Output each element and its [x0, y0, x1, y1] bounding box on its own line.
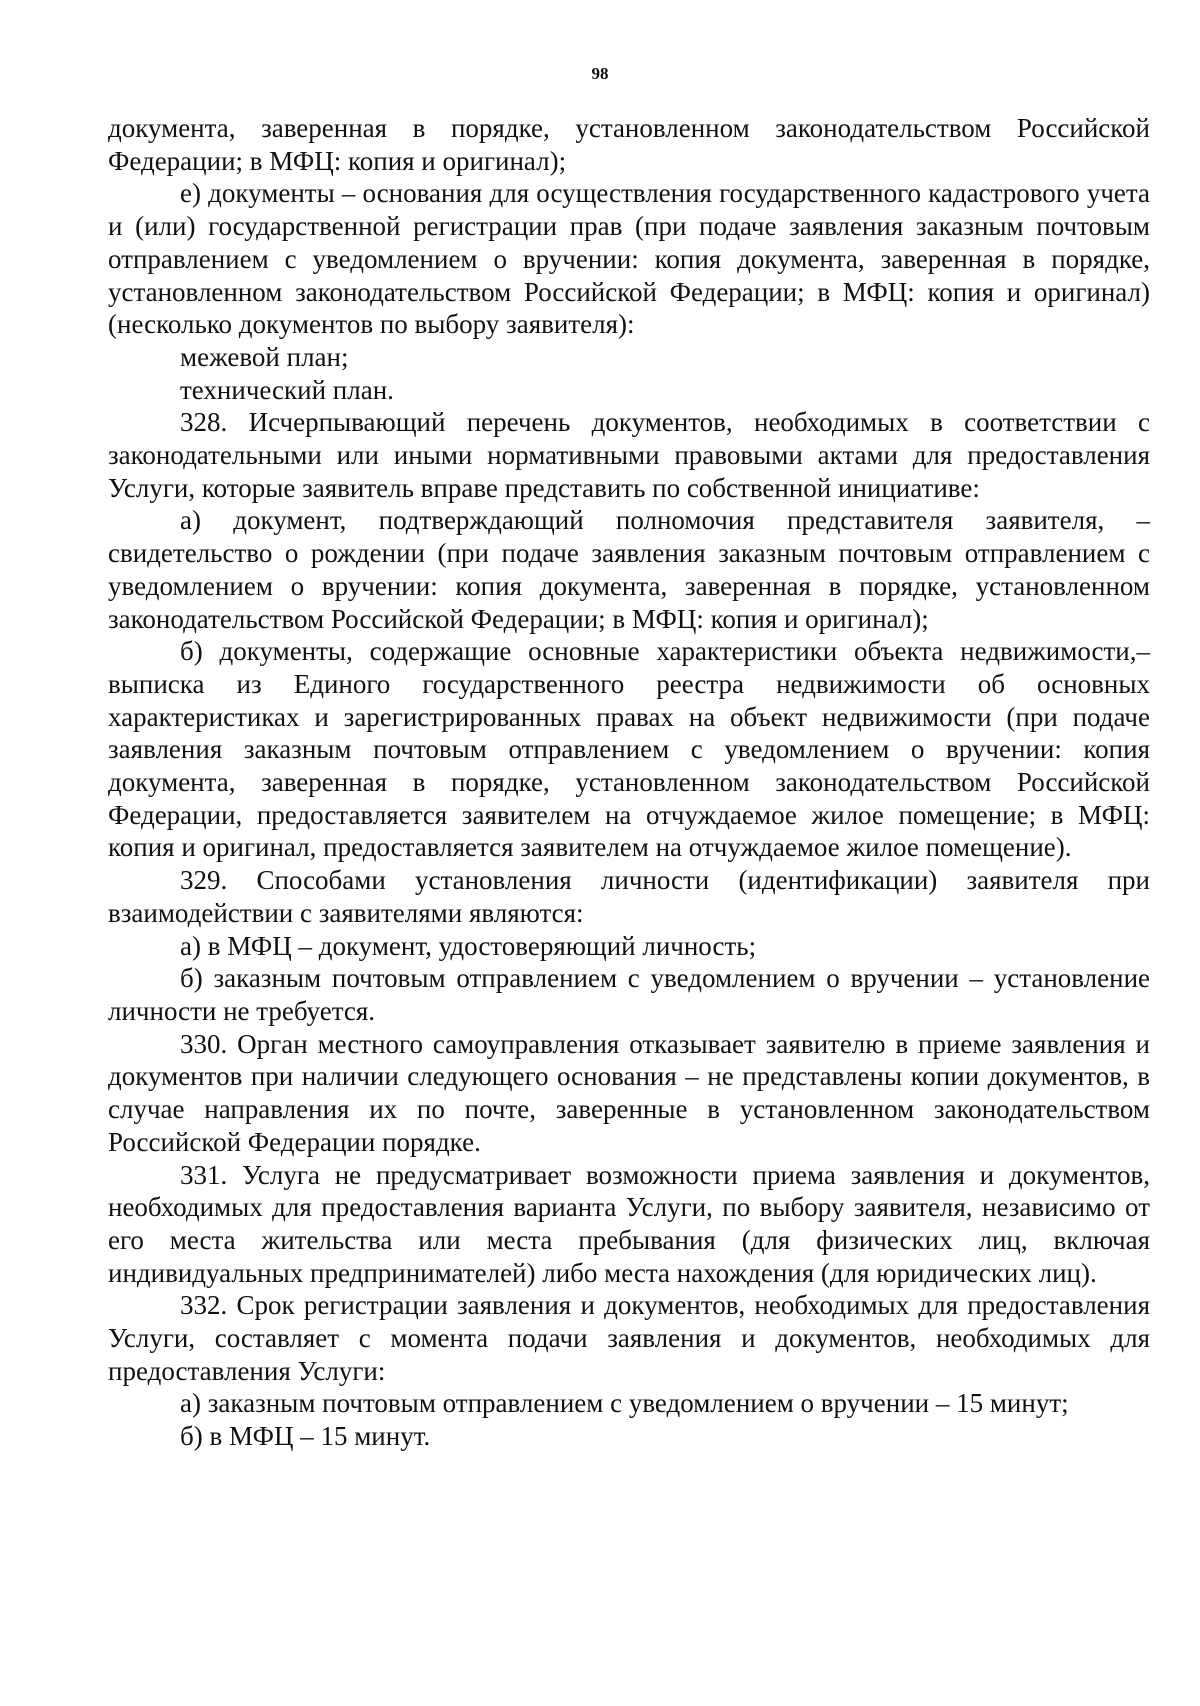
paragraph-328-item-b: б) документы, содержащие основные характеристики объекта недвижимости,– выписка из Единого государственного реестра недвижимости об основных характеристиках и зарегистрированных правах на объект недвижимости (при подаче заявления заказным почтовым отправлением с уведомлением о вручении: копия документа, заверенная в порядке, установленном законодательством Российской Федерации, предоставляется заявителем на отчуждаемое жилое помещение; в МФЦ: копия и оригинал, предоставляется заявителем на отчуждаемое жилое помещение). [108, 636, 1150, 863]
paragraph-328: 328. Исчерпывающий перечень документов, необходимых в соответствии с законодательными или иными нормативными правовыми актами для предоставления Услуги, которые заявитель вправе представить по собственной инициативе: [108, 407, 1150, 503]
paragraph-329-item-b: б) заказным почтовым отправлением с уведомлением о вручении – установление личности не требуется. [108, 963, 1150, 1026]
paragraph-item-e-grounds-documents: е) документы – основания для осуществления государственного кадастрового учета и (или) государственной регистрации прав (при подаче заявления заказным почтовым отправлением с уведомлением о вручении: копия документа, заверенная в порядке, установленном законодательством Российской Федерации; в МФЦ: копия и оригинал) (несколько документов по выбору заявителя): [108, 178, 1150, 340]
paragraph-continuation: документа, заверенная в порядке, установленном законодательством Российской Федерации; в МФЦ: копия и оригинал); [108, 113, 1150, 176]
paragraph-330: 330. Орган местного самоуправления отказывает заявителю в приеме заявления и документов при наличии следующего основания – не представлены копии документов, в случае направления их по почте, заверенные в установленном законодательством Российской Федерации порядке. [108, 1028, 1150, 1157]
paragraph-332-item-a: а) заказным почтовым отправлением с уведомлением о вручении – 15 минут; [180, 1388, 1069, 1419]
document-body [108, 112, 1150, 1453]
list-item-technical-plan: технический план. [180, 374, 394, 405]
paragraph-328-item-a: а) документ, подтверждающий полномочия представителя заявителя, – свидетельство о рождении (при подаче заявления заказным почтовым отправлением с уведомлением о вручении: копия документа, заверенная в порядке, установленном законодательством Российской Федерации; в МФЦ: копия и оригинал); [108, 505, 1150, 634]
paragraph-331: 331. Услуга не предусматривает возможности приема заявления и документов, необходимых для предоставления варианта Услуги, по выбору заявителя, независимо от его места жительства или места пребывания (для физических лиц, включая индивидуальных предпринимателей) либо места нахождения (для юридических лиц). [108, 1159, 1150, 1288]
paragraph-332: 332. Срок регистрации заявления и документов, необходимых для предоставления Услуги, составляет с момента подачи заявления и документов, необходимых для предоставления Услуги: [108, 1290, 1150, 1386]
paragraph-329: 329. Способами установления личности (идентификации) заявителя при взаимодействии с заявителями являются: [108, 865, 1150, 928]
paragraph-332-item-b: б) в МФЦ – 15 минут. [180, 1421, 431, 1452]
page-number: 98 [591, 64, 609, 83]
paragraph-329-item-a: а) в МФЦ – документ, удостоверяющий личность; [180, 930, 757, 961]
list-item-boundary-plan: межевой план; [180, 341, 349, 372]
